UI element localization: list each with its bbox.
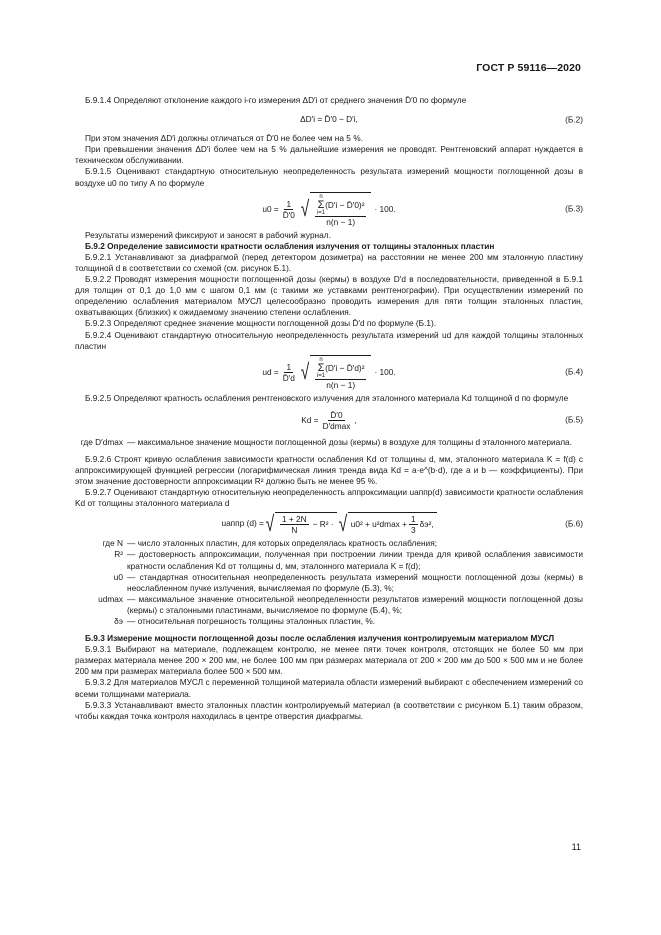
- formula-b2: [75, 114, 583, 125]
- definition-term: где D′dmax: [80, 436, 123, 447]
- formula-b4-number: (Б.4): [565, 366, 583, 377]
- formula-b4-sum-body: (D′i − D̄′d)²: [325, 362, 365, 373]
- radical-sign-icon: √: [300, 359, 310, 385]
- formula-b4-fraction: [281, 362, 297, 383]
- formula-b5-frac-num: D̄′0: [330, 409, 343, 420]
- formula-b3-root: [299, 192, 372, 227]
- formula-b4-frac-num: 1: [286, 361, 292, 372]
- page-number: 11: [571, 842, 581, 852]
- definition-text: — максимальное значение мощности поглощенной дозы (кермы) в воздухе для толщины d эталонного материала.: [127, 436, 572, 447]
- formula-b3-sum-top: n: [319, 193, 323, 200]
- formula-b5-lhs: Kd =: [301, 414, 319, 425]
- formula-b3-root-fraction: [315, 194, 366, 227]
- definition-term: udmax: [98, 593, 123, 604]
- heading-b93: Б.9.3 Измерение мощности поглощенной дозы после ослабления излучения контролируемым материалом МУСЛ: [85, 633, 555, 644]
- formula-b3: [75, 192, 583, 227]
- formula-b3-root-den: n(n − 1): [326, 216, 356, 227]
- page-content: [75, 95, 583, 722]
- summation-icon: n Σ i=1: [316, 356, 326, 379]
- clause-b922: Б.9.2.2 Проводят измерения мощности поглощенной дозы (кермы) в воздухе D′d в последовательности, приведенной в Б.9.1 для толщин от 0,1 до 1,0 мм с шагом 0,1 мм (с такими же уставками рентгенографии). При осуществлении измерений по определению ослабления материалом МУСЛ целесообразно проводить измерения для пяти толщин эталонных пластин, охватывающих (близких) к ожидаемому значению степени ослабления.: [75, 274, 583, 318]
- formula-b5: [75, 410, 583, 431]
- formula-b4-tail: · 100.: [374, 366, 396, 377]
- formula-b5-number: (Б.5): [565, 414, 583, 425]
- definition-term: R²: [114, 549, 123, 560]
- radical-sign-icon: √: [338, 510, 347, 536]
- definition-term: δэ: [114, 616, 123, 626]
- definition-term: u0: [113, 571, 123, 582]
- definition-text: — относительная погрешность толщины эталонных пластин, %.: [127, 616, 376, 626]
- clause-b915: Б.9.1.5 Оценивают стандартную относительную неопределенность результата измерений мощности поглощенной дозы в воздухе u0 по типу А по формуле: [75, 166, 583, 188]
- definition-text: — число эталонных пластин, для которых определялась кратность ослабления;: [127, 538, 437, 549]
- formula-b4-root-fraction: [315, 357, 366, 390]
- clause-b2-note-2: При превышении значения ΔD′i более чем на 5 % дальнейшие измерения не проводят. Рентгеновский аппарат нуждается в техническом обслуживании.: [75, 144, 583, 166]
- formula-b6-lhs: uаппр (d) =: [221, 518, 264, 529]
- clause-b3-after: Результаты измерений фиксируют и заносят в рабочий журнал.: [85, 229, 331, 240]
- formula-b3-number: (Б.3): [565, 203, 583, 214]
- formula-b4-root: [299, 355, 372, 390]
- formula-b6-root-2: [337, 512, 437, 535]
- clause-b931: Б.9.3.1 Выбирают на материале, подлежащем контролю, не менее пяти точек контроля, отстоящих не более 50 мм при размерах материала менее 200 × 200 мм, не более 100 мм при размерах материала от 200 × 200 мм до 500 × 500 мм и не более 200 мм при размерах материала более 500 × 500 мм.: [75, 644, 583, 677]
- clause-b2-note-1: При этом значения ΔD′i должны отличаться от D̄′0 не более чем на 5 %.: [85, 133, 363, 144]
- clause-b933: Б.9.3.3 Устанавливают вместо эталонных пластин контролируемый материал (в соответствии с рисунком Б.1) таким образом, чтобы каждая точка контроля находилась в центре отверстия диафрагмы.: [75, 699, 583, 721]
- clause-b932: Б.9.3.2 Для материалов МУСЛ с переменной толщиной материала области измерений выбирают с обеспечением измерений со всеми толщинами материала.: [75, 677, 583, 699]
- definitions-b6: [75, 538, 583, 627]
- formula-b3-tail: · 100.: [374, 203, 396, 214]
- formula-b6-frac-den: N: [291, 525, 298, 536]
- formula-b6-number: (Б.6): [565, 518, 583, 529]
- formula-b4-frac-den: D̄′d: [282, 372, 295, 383]
- radical-sign-icon: √: [300, 196, 310, 222]
- formula-b6-fraction-2: [409, 514, 418, 535]
- formula-b5-frac-den: D′dmax: [322, 420, 351, 431]
- definition-term: где N: [102, 538, 123, 549]
- definitions-b5: [75, 437, 583, 448]
- clause-b925: Б.9.2.5 Определяют кратность ослабления рентгеновского излучения для эталонного материала Kd толщиной d по формуле: [85, 392, 569, 403]
- formula-b6-frac-num: 1 + 2N: [281, 514, 307, 525]
- definition-text: — стандартная относительная неопределенность результата измерений мощности поглощенной дозы (кермы) в неослабленном пучке излучения, вычисляемая по формуле (Б.3), %;: [127, 571, 583, 593]
- formula-b6-root2-terms: u0² + u²dmax +: [350, 519, 407, 530]
- clause-b923: Б.9.2.3 Определяют среднее значение мощности поглощенной дозы D̄′d по формуле (Б.1).: [85, 318, 437, 329]
- formula-b5-fraction: [321, 410, 353, 431]
- summation-icon: n Σ i=1: [316, 193, 326, 216]
- radical-sign-icon: √: [265, 510, 275, 536]
- formula-b3-frac-den: D̄′0: [282, 209, 295, 220]
- clause-b927: Б.9.2.7 Оценивают стандартную относительную неопределенность аппроксимации uаппр(d) зависимости кратности ослабления Kd от толщины эталонного материала d: [75, 487, 583, 509]
- formula-b5-tail: ,: [354, 414, 357, 425]
- formula-b4-sum-top: n: [319, 356, 323, 363]
- formula-b6: [75, 512, 583, 535]
- definition-text: — достоверность аппроксимации, полученная при построении линии тренда для кривой ослабления зависимости кратности ослабления Kd от толщины d, мм, эталонного материала K = f(d);: [127, 549, 583, 571]
- formula-b6-root-1: [264, 512, 337, 535]
- formula-b6-tail: δэ²,: [419, 519, 434, 530]
- formula-b3-lhs: u0 =: [262, 203, 279, 214]
- formula-b2-expression: ΔD′i = D̄′0 − D′i,: [300, 114, 358, 125]
- clause-b926: Б.9.2.6 Строят кривую ослабления зависимости кратности ослабления Kd от толщины d, мм, эталонного материала K = f(d) с аппроксимирующей функцией регрессии (логарифмическая линия тренда вида Kd = a·e^(b·d), где a и b — коэффициенты). При этом значение достоверности аппроксимации R² должно быть не менее 95 %.: [75, 453, 583, 487]
- clause-b921: Б.9.2.1 Устанавливают за диафрагмой (перед детектором дозиметра) на расстоянии не менее 200 мм эталонную пластину толщиной d в соответствии со схемой (см. рисунок Б.1).: [75, 251, 583, 273]
- definition-text: — максимальное значение относительной неопределенности результатов измерений мощности поглощенной дозы (кермы) с эталонными пластинами, вычисляемое по формуле (Б.4), %;: [127, 593, 583, 615]
- heading-b92: Б.9.2 Определение зависимости кратности ослабления излучения от толщины эталонных пластин: [85, 240, 495, 251]
- clause-b924: Б.9.2.4 Оценивают стандартную относительную неопределенность результата измерений ud для каждой толщины эталонных пластин: [75, 329, 583, 351]
- formula-b3-frac-num: 1: [286, 198, 292, 209]
- formula-b2-number: (Б.2): [565, 114, 583, 125]
- formula-b6-frac2-num: 1: [410, 514, 416, 525]
- formula-b3-sum-bottom: i=1: [316, 209, 326, 216]
- document-code: ГОСТ Р 59116—2020: [476, 62, 581, 74]
- formula-b4-sum-bottom: i=1: [316, 372, 326, 379]
- formula-b3-sum-body: (D′i − D̄′0)²: [325, 199, 365, 210]
- formula-b3-fraction: [281, 199, 297, 220]
- formula-b6-mid: − R² ·: [312, 519, 334, 530]
- formula-b4-root-den: n(n − 1): [326, 379, 356, 390]
- clause-b914: Б.9.1.4 Определяют отклонение каждого i-го измерения ΔD′i от среднего значения D̄′0 по формуле: [85, 95, 467, 105]
- formula-b4-lhs: ud =: [262, 366, 279, 377]
- formula-b6-fraction: [280, 514, 309, 535]
- formula-b6-frac2-den: 3: [410, 525, 416, 536]
- formula-b4: [75, 355, 583, 390]
